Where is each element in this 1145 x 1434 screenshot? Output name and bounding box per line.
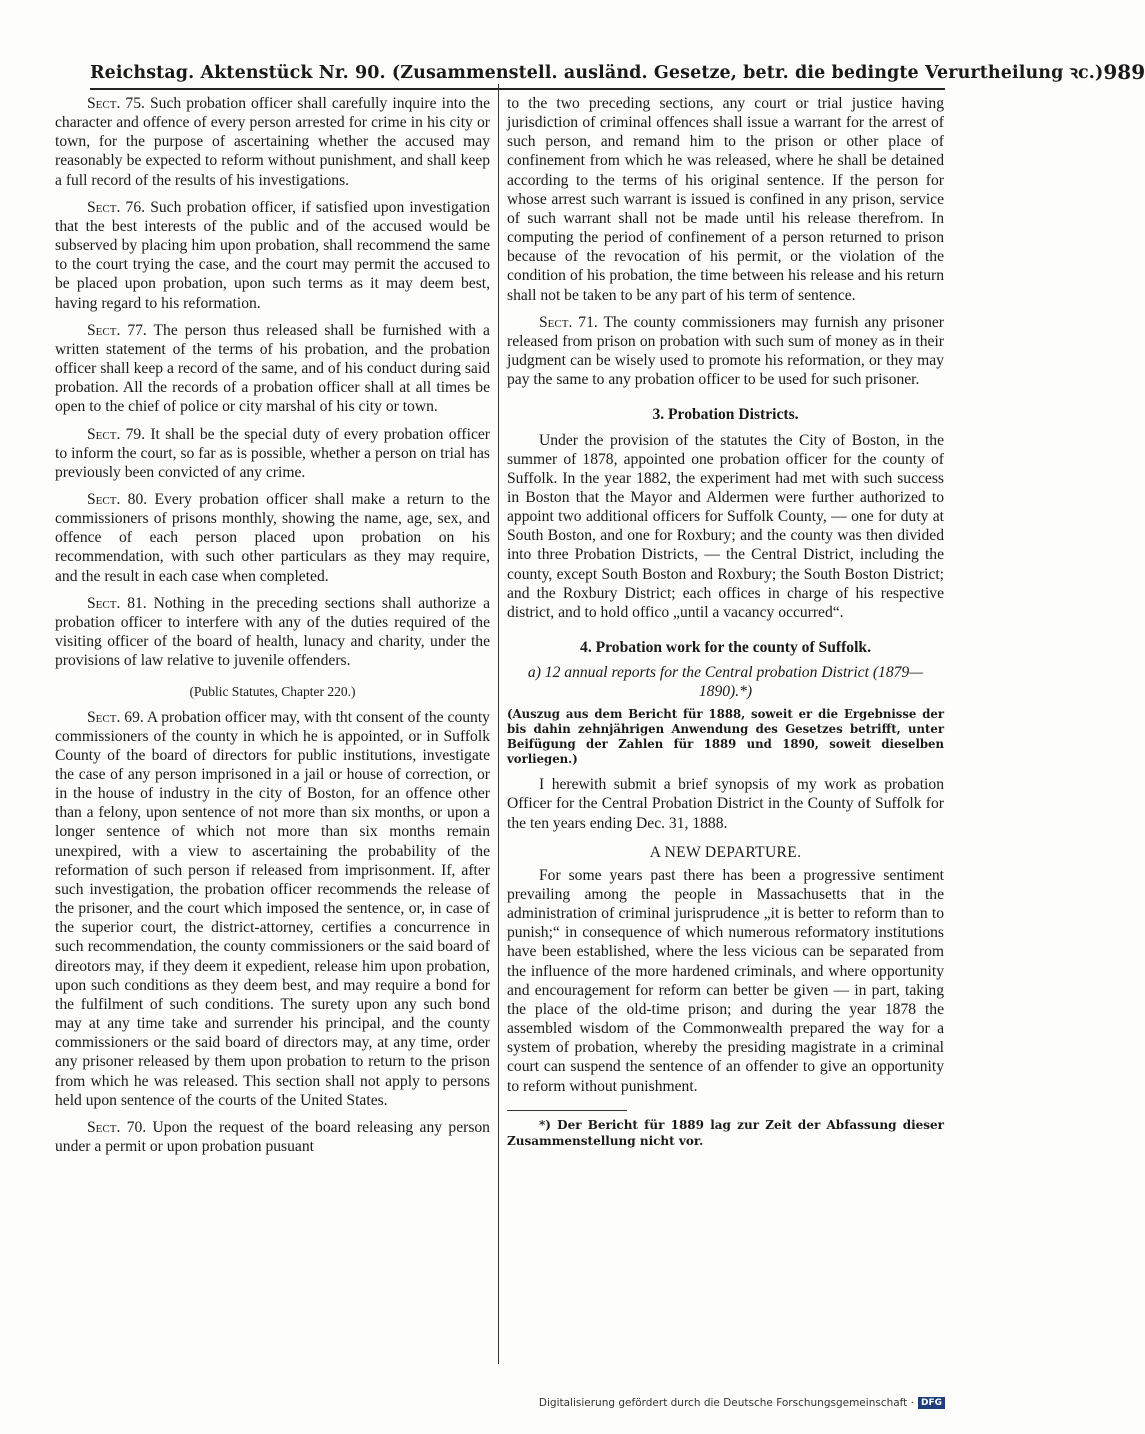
left-column <box>55 94 490 1164</box>
dfg-logo-icon: DFG <box>918 1397 945 1409</box>
section-69 <box>55 708 490 1110</box>
subheading-annual-reports: a) 12 annual reports for the Central probation District (1879—1890).*) <box>527 664 924 701</box>
header-title: Reichstag. Aktenstück Nr. 90. (Zusammenstell. ausländ. Gesetze, betr. die bedingte Verurtheilung ꝛc.) <box>90 63 1104 83</box>
section-text: A probation officer may, with tht consent of the county commissioners of the county in which he is appointed, or in Suffolk County of the board of directors for public institutions, investigate the case of any person imprisoned in a jail or house of correction, or in the house of industry in the city of Boston, for an offence other than a felony, upon sentence of not more than six months, or upon a longer sentence of which not more than six months remain unexpired, with a view to ascertaining the probability of the reformation of such person if released from imprisonment. If, after such investigation, the probation officer recommends the release of the prisoner, and the court which imposed the sentence, or, in case of the superior court, the district-attorney, certifies a concurrence in such recommendation, the county commissioners or the said board of direotors may, if they deem it expedient, release him upon probation, upon such conditions as they deem best, and may require a bond for the fulfilment of such conditions. The surety upon any such bond may at any time take and surrender his principal, and the county commissioners or the said board of directors may, at any time, order any prisoner released by them upon probation to return to the prison from which he was released. This section shall not apply to persons held upon sentence of the courts of the United States. <box>55 708 490 1109</box>
section-label: Sect. 79. <box>87 425 146 443</box>
section-70 <box>55 1118 490 1156</box>
section-text: The person thus released shall be furnished with a written statement of the terms of his probation, and the probation officer shall keep a record of the same, and of his conduct during said probation. All the records of a probation officer shall at all times be open to the chief of police or city marshal of his city or town. <box>55 321 490 416</box>
section-75 <box>55 94 490 190</box>
section-label: Sect. 70. <box>87 1118 147 1136</box>
section-text: Nothing in the preceding sections shall authorize a probation officer to interfere with any of the duties required of the visiting officer of the board of health, lunacy and charity, under the provisions of law relative to juvenile offenders. <box>55 594 490 670</box>
section-label: Sect. 75. <box>87 95 145 112</box>
page-header <box>90 50 1145 90</box>
right-column <box>507 94 944 1157</box>
credit-text: Digitalisierung gefördert durch die Deutsche Forschungsgemeinschaft · <box>538 1397 914 1409</box>
heading-new-departure: A NEW DEPARTURE. <box>649 843 802 861</box>
page-number: 989 <box>1103 60 1145 84</box>
section-label: Sect. 71. <box>539 313 598 331</box>
statute-label: (Public Statutes, Chapter 220.) <box>189 684 356 700</box>
german-note: (Auszug aus dem Bericht für 1888, soweit er die Ergebnisse der bis dahin zehnjährigen Anwendung des Gesetzes betrifft, unter Beifügung der Zahlen für 1889 und 1890, soweit dieselben vorliegen.) <box>507 707 944 767</box>
heading-probation-work: 4. Probation work for the county of Suffolk. <box>580 639 871 657</box>
section-76 <box>55 198 490 313</box>
synopsis-paragraph: I herewith submit a brief synopsis of my work as probation Officer for the Central Probation District in the County of Suffolk for the ten years ending Dec. 31, 1888. <box>507 776 944 832</box>
section-71 <box>507 313 944 390</box>
section-label: Sect. 81. <box>87 594 147 612</box>
footnote: *) Der Bericht für 1889 lag zur Zeit der Abfassung dieser Zusammenstellung nicht vor. <box>507 1117 944 1148</box>
section-label: Sect. 77. <box>87 321 147 339</box>
section-80 <box>55 490 490 586</box>
section-label: Sect. 76. <box>87 198 146 216</box>
footnote-rule <box>507 1110 627 1111</box>
departure-paragraph: For some years past there has been a progressive sentiment prevailing among the people in Massachusetts that in the administration of criminal jurisprudence „it is better to reform than to punish;“ in consequence of which numerous reformatory institutions have been established, where the less vicious can be separated from the influence of the more hardened criminals, and where opportunity and encouragement for reform can better be given — in part, taking the place of the old-time prison; and during the year 1878 the assembled wisdom of the Commonwealth prepared the way for a system of probation, whereby the presiding magistrate in a criminal court can suspend the sentence of an offender to give an opportunity to reform without punishment. <box>507 866 944 1095</box>
section-81 <box>55 594 490 671</box>
section-text: Such probation officer, if satisfied upon investigation that the best interests of the public and of the accused would be subserved by placing him upon probation, shall recommend the same to the court trying the case, and the court may permit the accused to be placed upon probation, upon such terms as it may deem best, having regard to his reformation. <box>55 198 490 312</box>
section-text: Such probation officer shall carefully inquire into the character and offence of every person arrested for crime in his city or town, for the purpose of ascertaining whether the accused may reasonably be expected to reform without punishment, and shall keep a full record of the results of his investigations. <box>55 95 490 189</box>
section-text: It shall be the special duty of every probation officer to inform the court, so far as is possible, whether a person on trial has previously been convicted of any crime. <box>55 425 490 481</box>
section-label: Sect. 80. <box>87 490 148 508</box>
section-text: The county commissioners may furnish any prisoner released from prison on probation with such sum of money as in their judgment can be wisely used to promote his reformation, or they may pay the same to any probation officer to be used for such prisoner. <box>507 313 944 389</box>
heading-probation-districts: 3. Probation Districts. <box>652 406 799 424</box>
digitization-credit <box>539 1397 945 1409</box>
section-77 <box>55 321 490 417</box>
districts-paragraph: Under the provision of the statutes the City of Boston, in the summer of 1878, appointed one probation officer for the county of Suffolk. In the year 1882, the experiment had met with such success in Boston that the Mayor and Aldermen were further authorized to appoint two additional officers for Suffolk County, — one for duty at South Boston, and one for Roxbury; and the county was then divided into three Probation Districts, — the Central District, including the county, except South Boston and Roxbury; the South Boston District; and the Roxbury District; each offices in charge of his respective district, and to hold offico „until a vacancy occurred“. <box>507 431 944 621</box>
section-79 <box>55 425 490 482</box>
column-divider <box>498 84 499 1364</box>
section-text: Every probation officer shall make a return to the commissioners of prisons monthly, showing the name, age, sex, and offence of each person placed upon probation on his recommendation, with such other particulars as they may require, and the result in each case when completed. <box>55 490 490 585</box>
section-label: Sect. 69. <box>87 708 144 726</box>
section-70-continued: to the two preceding sections, any court or trial justice having jurisdiction of criminal offences shall issue a warrant for the arrest of such person, and remand him to the prison or other place of confinement from which he was released, where he shall be detained according to the terms of his original sentence. If the person for whose arrest such warrant is issued is confined in any prison, service of such warrant shall not be made until his release therefrom. In computing the period of confinement of a person returned to prison because of the revocation of his permit, or the violation of the condition of his probation, the time between his release and his return shall not be taken to be any part of his term of sentence. <box>507 95 944 304</box>
section-text: Upon the request of the board releasing any person under a permit or upon probation pusuant <box>55 1118 490 1155</box>
